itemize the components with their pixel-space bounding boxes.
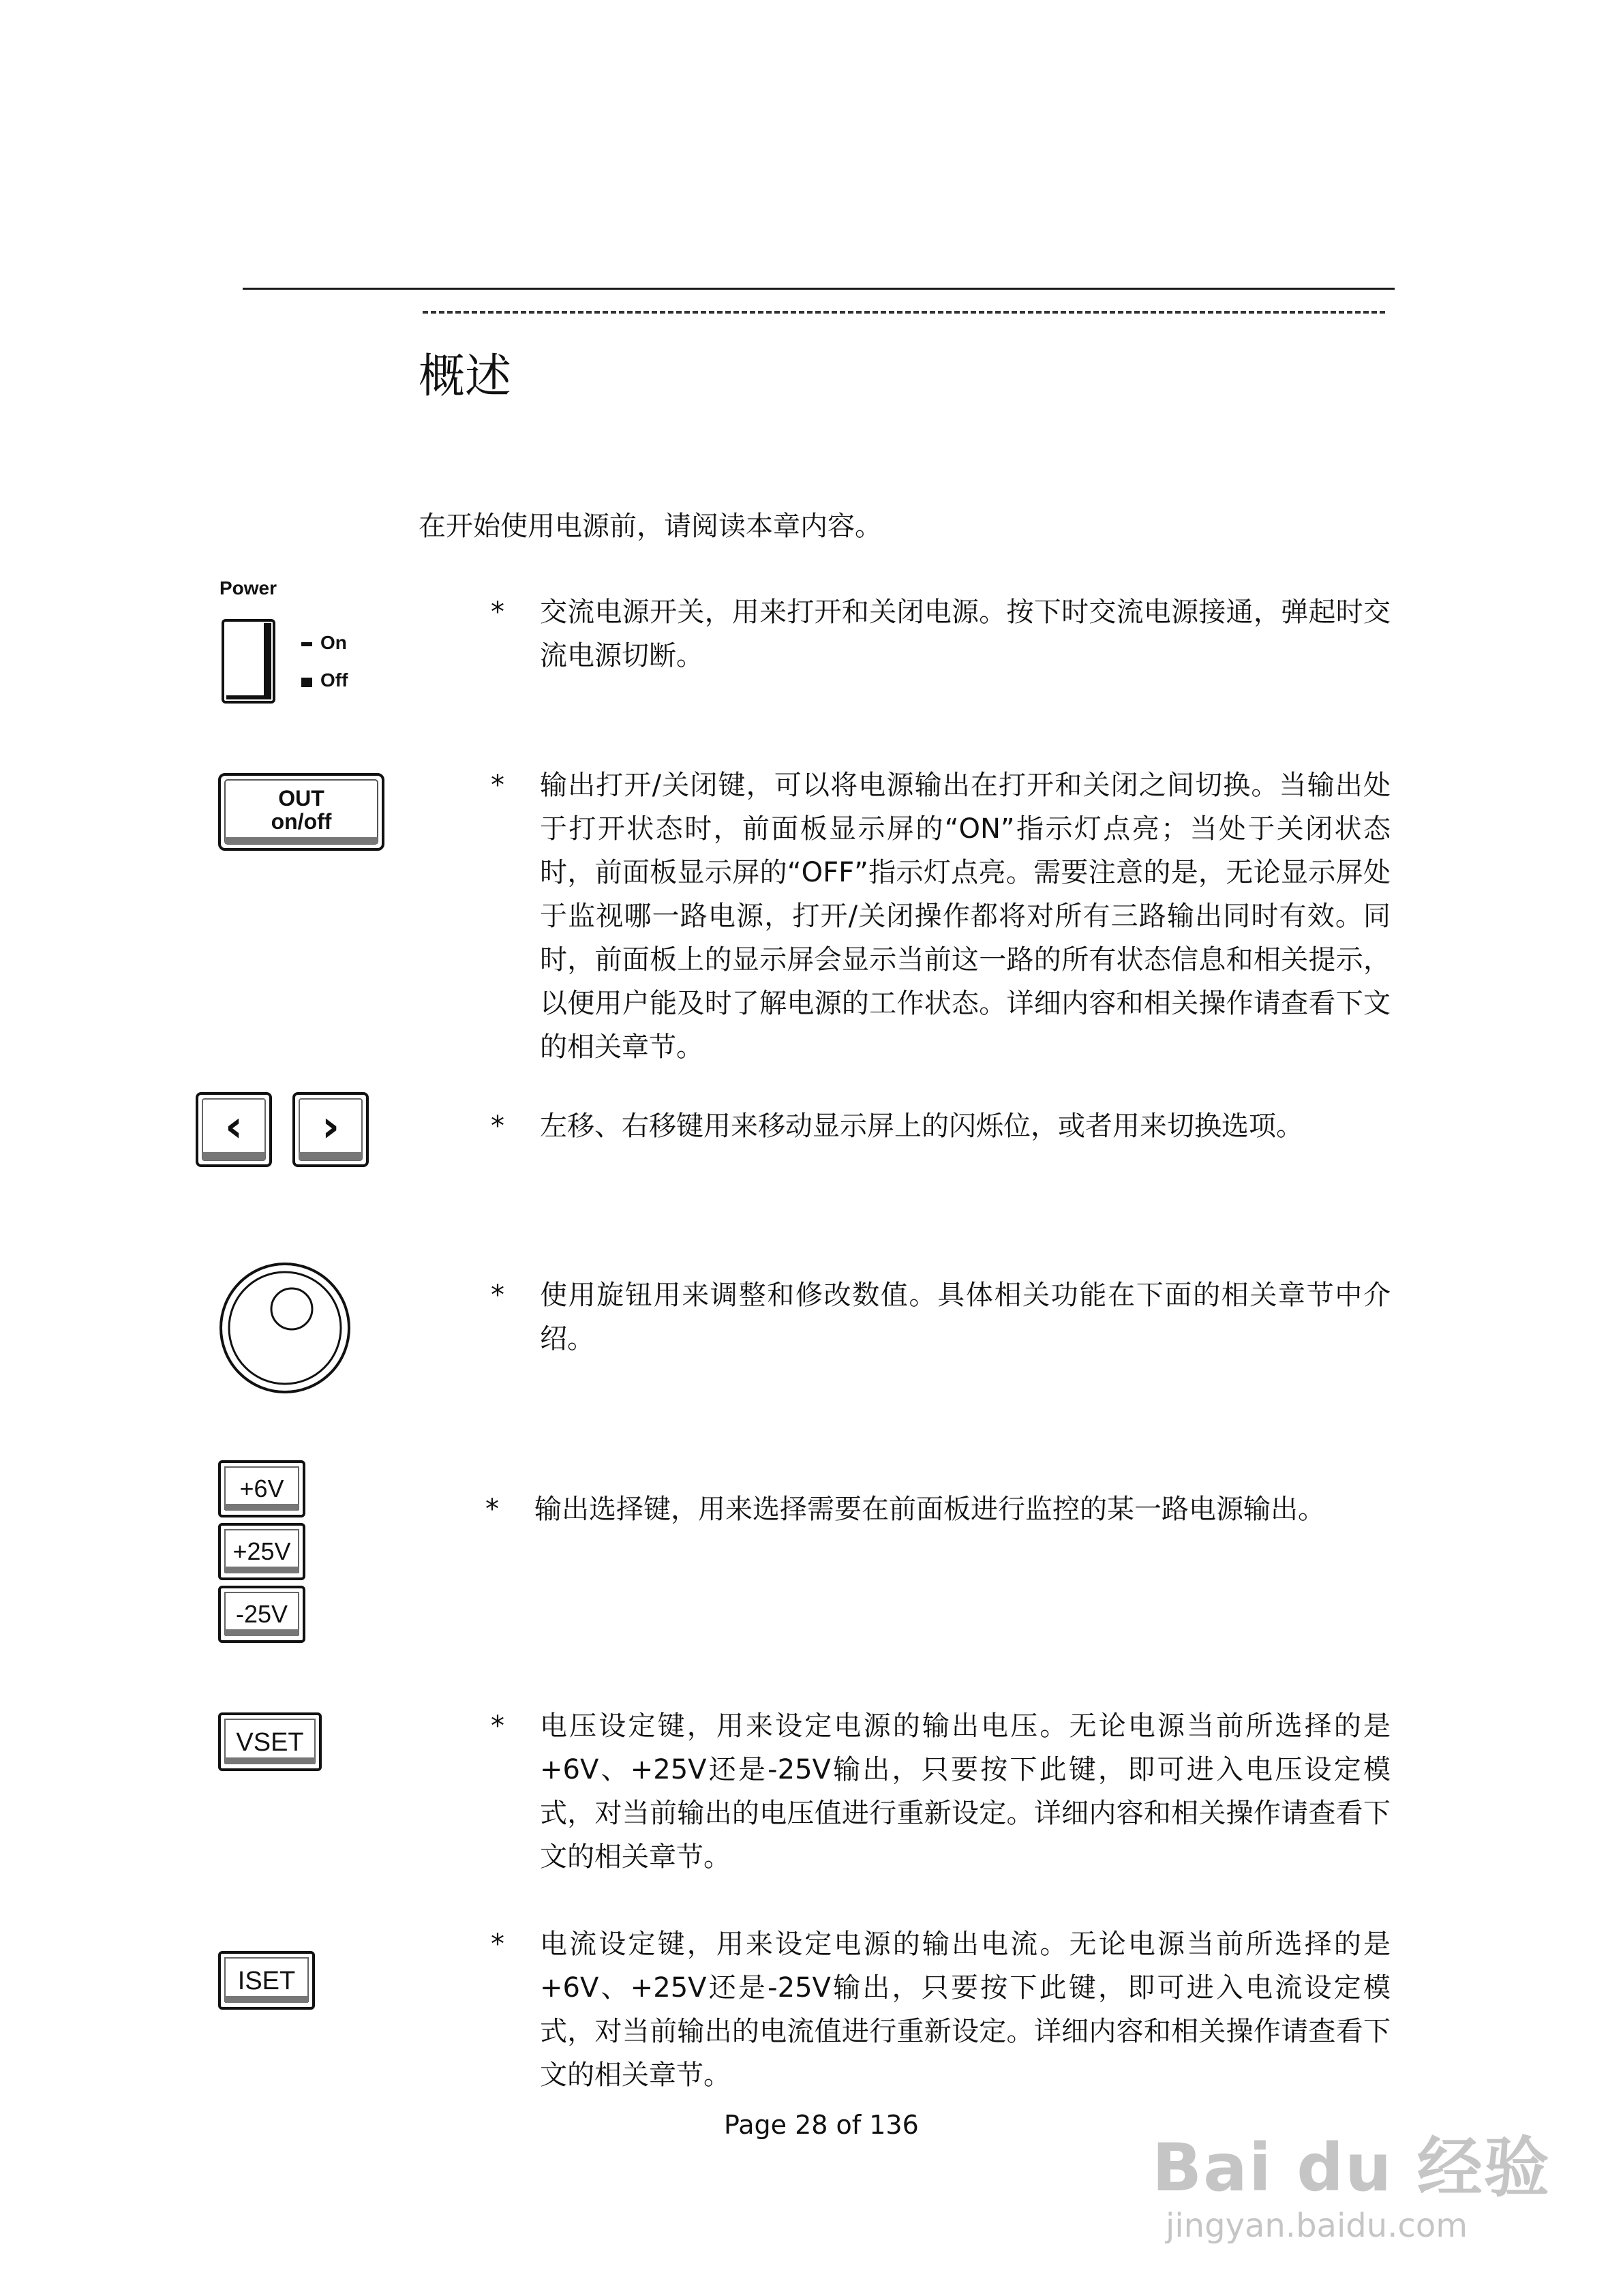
power-off-label: Off: [320, 669, 348, 691]
item-text: 交流电源开关，用来打开和关闭电源。按下时交流电源接通，弹起时交流电源切断。: [540, 596, 1391, 671]
bullet-star: *: [491, 596, 504, 628]
item-text: 左移、右移键用来移动显示屏上的闪烁位，或者用来切换选项。: [540, 1111, 1303, 1142]
vset-label: VSET: [236, 1728, 304, 1757]
plus25v-key-icon: [219, 1524, 304, 1579]
plus25v-label: +25V: [232, 1537, 291, 1565]
minus25v-key-icon: [219, 1587, 304, 1642]
item-text: 电流设定键，用来设定电源的输出电流。无论电源当前所选择的是+6V、+25V还是-25V输出，只要按下此键，即可进入电流设定模式，对当前输出的电流值进行重新设定。详细内容和相关操作请查看下文的相关章节。: [540, 1929, 1391, 2091]
baidu-watermark: [1152, 2130, 1551, 2246]
item-out-key: [491, 764, 1391, 1069]
vset-key-icon: [217, 1711, 326, 1779]
item-arrow-keys: [491, 1104, 1391, 1148]
item-text: 输出选择键，用来选择需要在前面板进行监控的某一路电源输出。: [534, 1494, 1325, 1525]
intro-text: 在开始使用电源前，请阅读本章内容。: [419, 511, 882, 542]
item-vset: [491, 1704, 1391, 1879]
item-power-switch: [491, 590, 1391, 678]
bullet-star: *: [485, 1494, 499, 1525]
out-key-line2: on/off: [271, 809, 332, 834]
page-number: Page 28 of 136: [724, 2110, 919, 2140]
right-arrow-key-icon: [294, 1093, 367, 1166]
right-arrow-glyph: ›: [321, 1102, 340, 1152]
plus6v-label: +6V: [239, 1475, 284, 1502]
item-iset: [491, 1922, 1391, 2097]
power-on-label: On: [320, 632, 347, 653]
iset-label: ISET: [237, 1967, 296, 1995]
bullet-star: *: [491, 1280, 504, 1311]
watermark-brand: Bai du 经验: [1152, 2130, 1551, 2206]
iset-key-icon: [217, 1950, 326, 2018]
out-onoff-key-icon: [217, 772, 387, 860]
item-text: 使用旋钮用来调整和修改数值。具体相关功能在下面的相关章节中介绍。: [540, 1280, 1391, 1355]
plus6v-key-icon: [219, 1462, 304, 1516]
arrow-keys-icon: [194, 1091, 371, 1173]
page-title: 概述: [419, 350, 512, 404]
watermark-url: jingyan.baidu.com: [1166, 2207, 1468, 2245]
power-label: Power: [219, 577, 277, 599]
power-switch-icon: [213, 574, 369, 710]
minus25v-label: -25V: [235, 1600, 288, 1628]
header-rule: [243, 288, 1395, 290]
item-output-select: [485, 1487, 1385, 1531]
output-select-keys-icon: [217, 1459, 312, 1650]
item-text: 输出打开/关闭键，可以将电源输出在打开和关闭之间切换。当输出处于打开状态时，前面板显示屏的“ON”指示灯点亮；当处于关闭状态时，前面板显示屏的“OFF”指示灯点亮。需要注意的是，无论显示屏处于监视哪一路电源，打开/关闭操作都将对所有三路输出同时有效。同时，前面板上的显示屏会显示当前这一路的所有状态信息和相关提示，以便用户能及时了解电源的工作状态。详细内容和相关操作请查看下文的相关章节。: [540, 770, 1391, 1063]
bullet-star: *: [491, 1111, 504, 1142]
item-knob: [491, 1273, 1391, 1361]
bullet-star: *: [491, 770, 504, 801]
rotary-knob-icon: [217, 1260, 353, 1396]
item-text: 电压设定键，用来设定电源的输出电压。无论电源当前所选择的是+6V、+25V还是-25V输出，只要按下此键，即可进入电压设定模式，对当前输出的电压值进行重新设定。详细内容和相关操作请查看下文的相关章节。: [540, 1710, 1391, 1873]
bullet-star: *: [491, 1710, 504, 1742]
left-arrow-glyph: ‹: [224, 1102, 243, 1152]
bullet-star: *: [491, 1929, 504, 1960]
header-dashed-rule: [423, 311, 1385, 314]
out-key-line1: OUT: [278, 786, 324, 811]
left-arrow-key-icon: [197, 1093, 271, 1166]
